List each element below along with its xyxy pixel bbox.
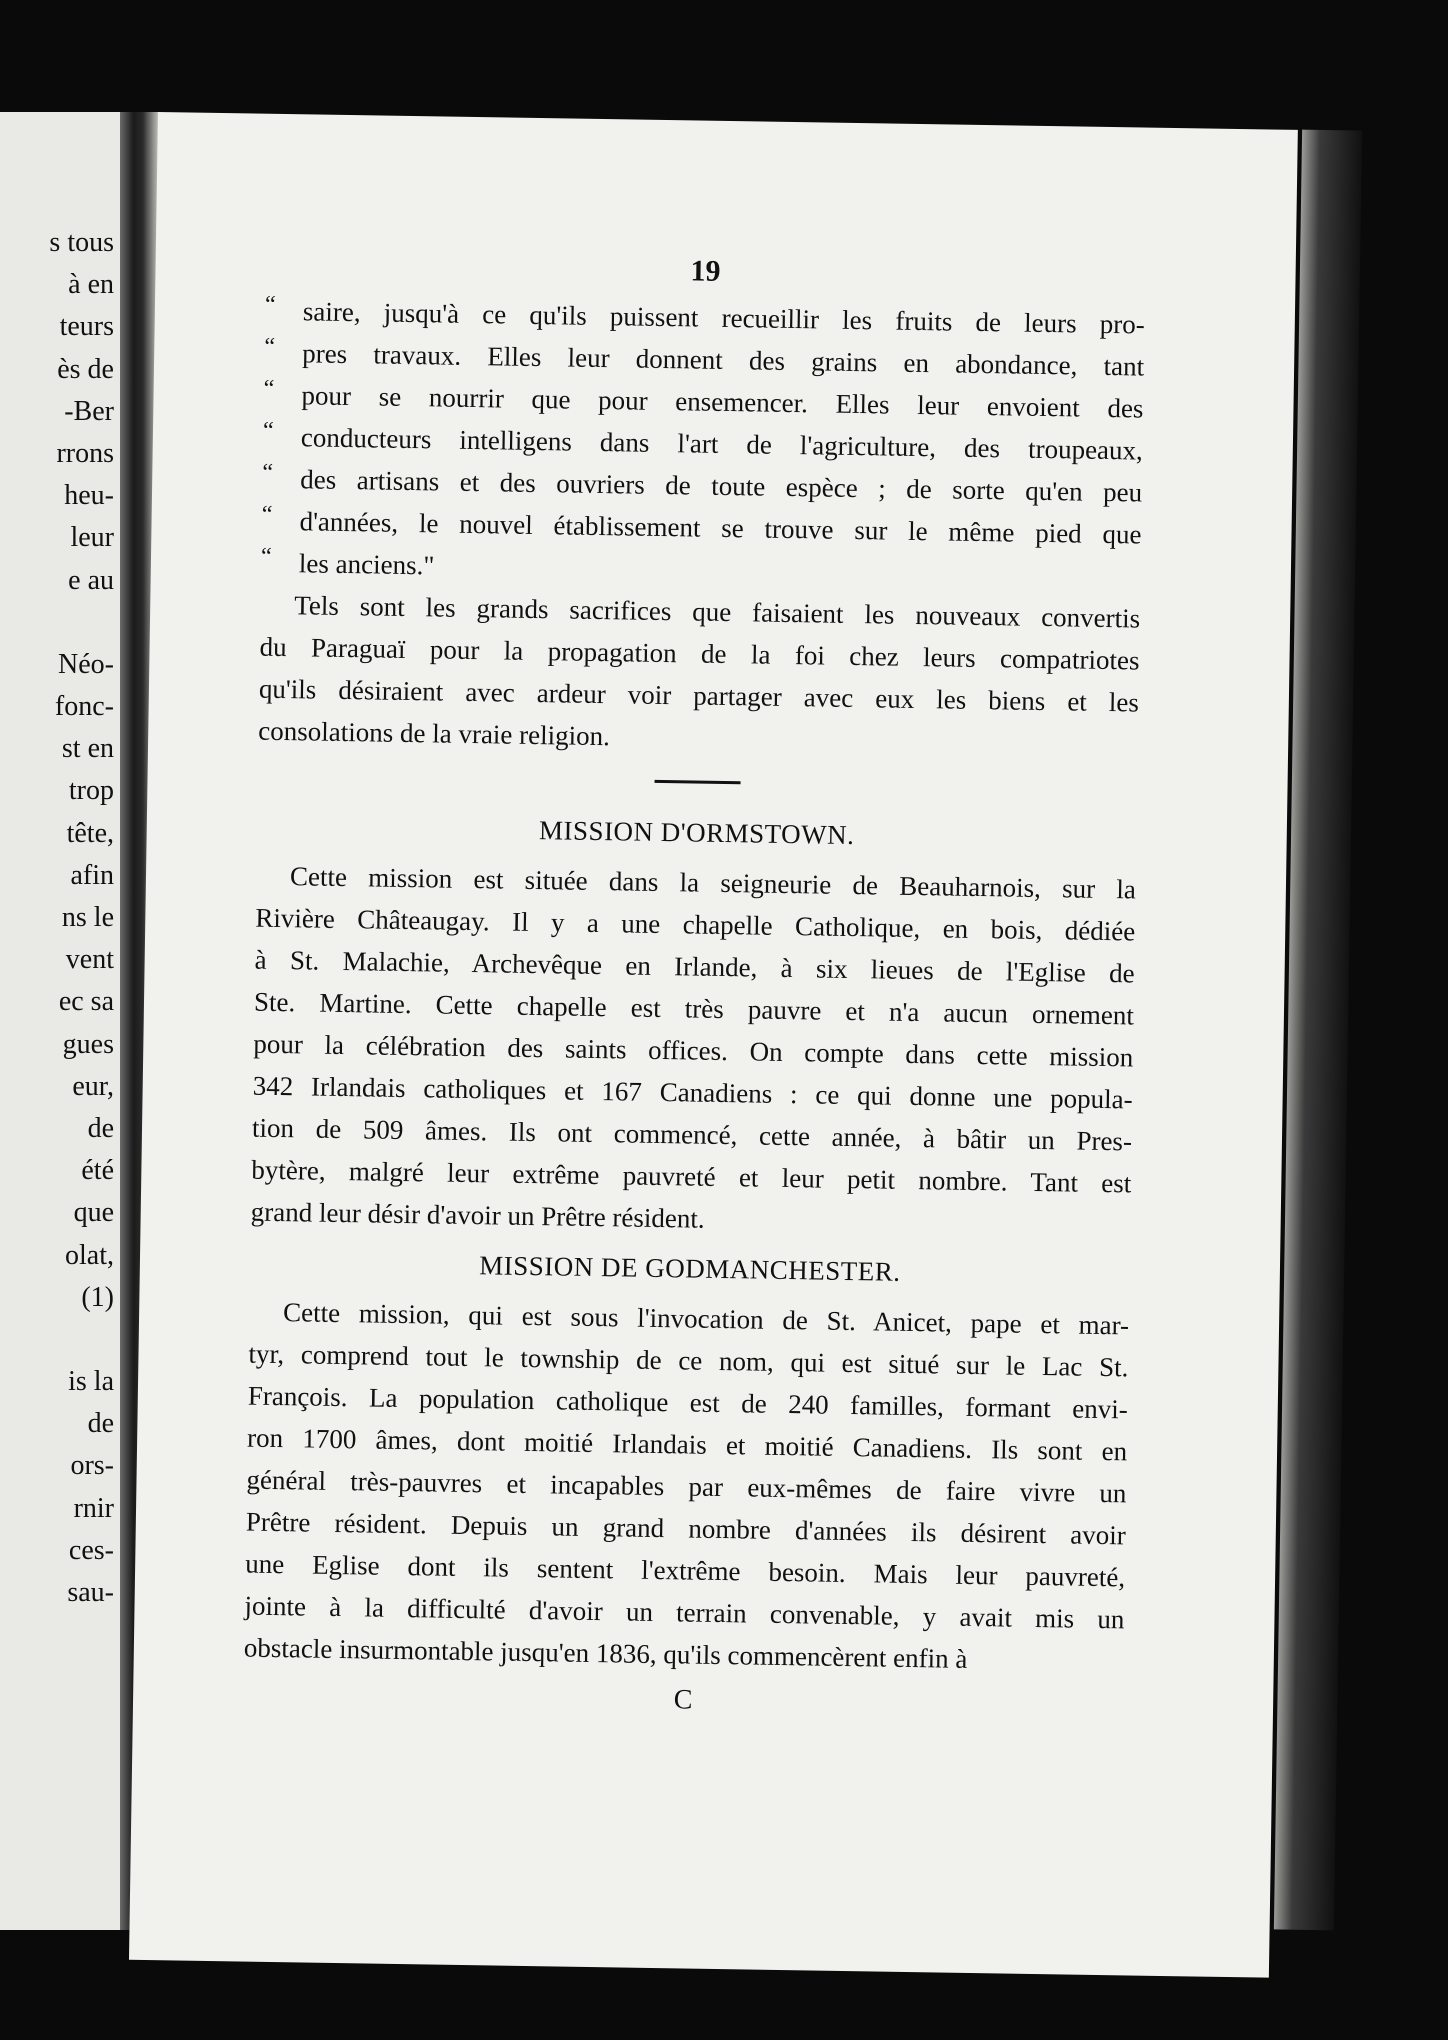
quote-line-text: les anciens.": [298, 548, 435, 581]
quote-mark: “: [262, 417, 274, 444]
text-line: obstacle insurmontable jusqu'en 1836, qu'ils commencèrent enfin à: [243, 1632, 968, 1674]
text-line: consolations de la vraie religion.: [258, 715, 611, 752]
left-page-line: Néo-: [58, 648, 114, 680]
page-content: [243, 244, 1146, 1729]
left-page-line: ns le: [61, 902, 114, 933]
text-line: Prêtre résident. Depuis un grand nombre d'années ils désirent avoir: [245, 1506, 1126, 1551]
text-line: ron 1700 âmes, dont moitié Irlandais et moitié Canadiens. Ils sont en: [246, 1422, 1128, 1467]
left-page-line: (1): [81, 1281, 114, 1313]
left-page-line: que: [73, 1197, 114, 1229]
text-line: qu'ils désiraient avec ardeur voir partager avec eux les biens et les: [258, 673, 1140, 718]
paragraph-godmanchester: [244, 1291, 1130, 1683]
quote-mark: “: [262, 459, 274, 486]
left-page-line: teurs: [59, 311, 114, 343]
left-page-line: st en: [61, 733, 114, 765]
quote-line-text: conducteurs intelligens dans l'art de l'agriculture, des troupeaux,: [300, 422, 1144, 466]
text-line: 342 Irlandais catholiques et 167 Canadiens : ce qui donne une popula-: [252, 1070, 1133, 1115]
text-line: grand leur désir d'avoir un Prêtre résident.: [250, 1196, 705, 1234]
left-page-line: ces-: [68, 1534, 114, 1566]
left-page-line: sau-: [67, 1577, 114, 1608]
text-line: du Paraguaï pour la propagation de la foi chez leurs compatriotes: [259, 631, 1140, 676]
left-page-line: trop: [68, 775, 114, 807]
text-line: Rivière Châteaugay. Il y a une chapelle Catholique, en bois, dédiée: [255, 902, 1136, 947]
left-page-line: rrons: [56, 437, 114, 469]
left-page-line: été: [81, 1155, 114, 1187]
left-page-line: vent: [65, 944, 114, 976]
text-line: tion de 509 âmes. Ils ont commencé, cette année, à bâtir un Pres-: [251, 1112, 1133, 1157]
left-page-line: tête,: [66, 817, 114, 849]
left-page-line: [0, 602, 120, 644]
text-line: général très-pauvres et incapables par eux-mêmes de faire vivre un: [246, 1464, 1127, 1509]
main-page: [129, 112, 1298, 1978]
quote-line-text: des artisans et des ouvriers de toute espèce ; de sorte qu'en peu: [300, 464, 1143, 508]
left-page-line: rnir: [73, 1492, 114, 1524]
text-line: une Eglise dont ils sentent l'extrême besoin. Mais leur pauvreté,: [244, 1548, 1126, 1593]
left-page-line: ors-: [70, 1450, 114, 1482]
text-line: pour la célébration des saints offices. On compte dans cette mission: [253, 1028, 1134, 1073]
left-page-line: gues: [62, 1028, 114, 1060]
left-page-line: s tous: [49, 227, 114, 258]
text-line: Tels sont les grands sacrifices que faisaient les nouveaux convertis: [294, 590, 1141, 634]
left-page-line: e au: [68, 564, 114, 596]
left-page-line: is la: [68, 1366, 114, 1398]
quote-mark: “: [260, 543, 272, 570]
left-page-line: [0, 1319, 120, 1361]
left-page-line: à en: [68, 269, 114, 301]
text-line: tyr, comprend tout le township de ce nom, qui est situé sur le Lac St.: [248, 1338, 1129, 1383]
quote-mark: “: [264, 333, 276, 360]
text-line: bytère, malgré leur extrême pauvreté et leur petit nombre. Tant est: [251, 1154, 1132, 1199]
left-page-line: afin: [70, 859, 114, 891]
left-page-line: fonc-: [54, 691, 114, 723]
left-page-text: [0, 112, 120, 1912]
text-line: François. La population catholique est de 240 familles, formant envi-: [247, 1380, 1128, 1425]
signature-mark: C: [673, 1684, 693, 1716]
left-page-line: de: [87, 1408, 114, 1440]
left-page-line: eur,: [72, 1070, 114, 1102]
text-line: Ste. Martine. Cette chapelle est très pauvre et n'a aucun ornement: [253, 986, 1135, 1031]
text-line: jointe à la difficulté d'avoir un terrain convenable, y avait mis un: [244, 1590, 1125, 1635]
paragraph-ormstown: [250, 855, 1136, 1247]
left-page-line: heu-: [64, 480, 114, 512]
text-line: à St. Malachie, Archevêque en Irlande, à six lieues de l'Eglise de: [254, 944, 1135, 989]
quote-mark: “: [261, 501, 273, 528]
quote-mark: “: [264, 291, 276, 318]
text-line: Cette mission, qui est sous l'invocation de St. Anicet, pape et mar-: [282, 1297, 1130, 1341]
quote-line-text: pres travaux. Elles leur donnent des grains en abondance, tant: [301, 338, 1145, 382]
text-line: Cette mission est située dans la seigneurie de Beauharnois, sur la: [289, 861, 1137, 905]
left-page-line: ec sa: [58, 986, 114, 1018]
left-page-line: -Ber: [64, 395, 114, 427]
left-page-line: ès de: [57, 353, 114, 385]
quote-mark: “: [263, 375, 275, 402]
section-heading-ormstown: MISSION D'ORMSTOWN.: [538, 815, 855, 851]
section-divider: [655, 780, 741, 784]
left-page-line: olat,: [65, 1239, 114, 1271]
page-number: 19: [690, 254, 721, 288]
section-heading-godmanchester: MISSION DE GODMANCHESTER.: [479, 1250, 901, 1287]
quote-line-text: pour se nourrir que pour ensemencer. Elles leur envoient des: [301, 380, 1144, 424]
quote-line-text: saire, jusqu'à ce qu'ils puissent recueillir les fruits de leurs pro-: [302, 296, 1146, 340]
quote-block: [261, 290, 1146, 598]
left-page-line: de: [87, 1112, 114, 1144]
quote-line-text: d'années, le nouvel établissement se trouve sur le même pied que: [299, 506, 1142, 550]
left-page-line: leur: [70, 522, 114, 554]
paragraph-tels-sont: [258, 584, 1141, 766]
